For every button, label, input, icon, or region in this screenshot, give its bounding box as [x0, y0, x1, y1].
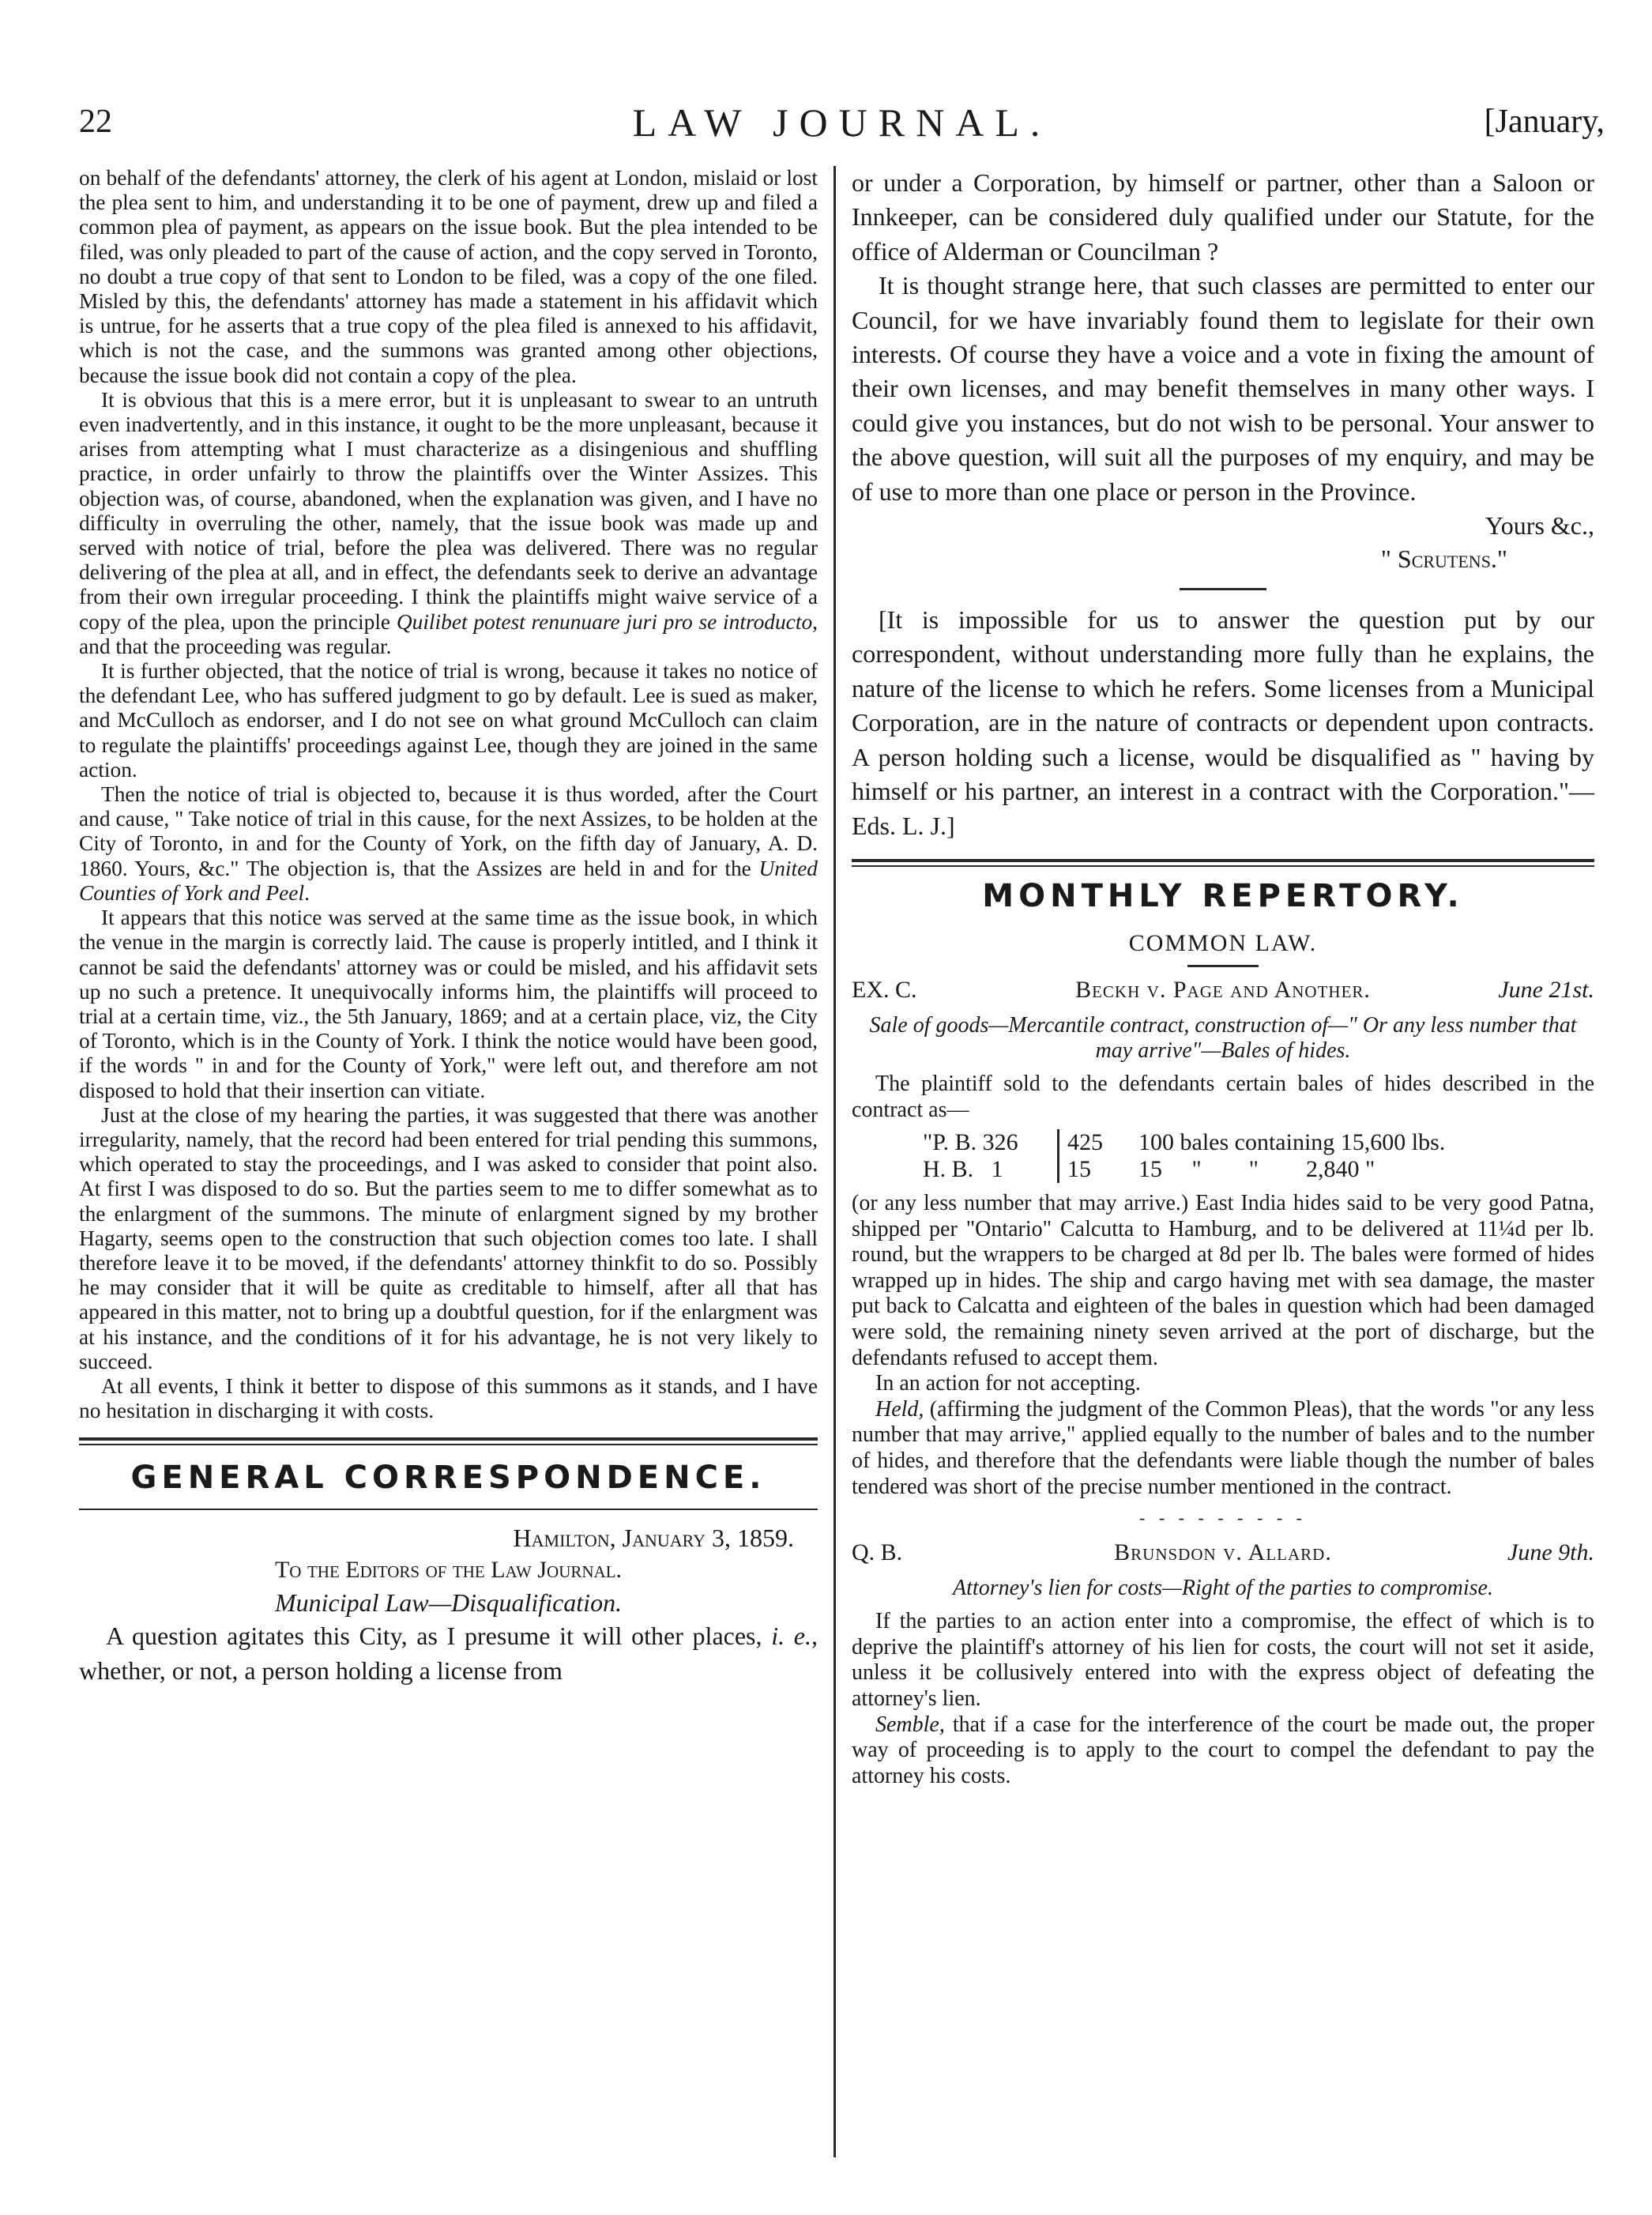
paragraph: At all events, I think it better to dispose of this summons as it stands, and I have no hesitation in discharging it with costs.: [79, 1373, 818, 1423]
table-row: [923, 1156, 1594, 1183]
semble-text: that if a case for the interference of the court be made out, the proper way of proceeding is to apply to the court to compel the defendant to pay the attorney his costs.: [852, 1712, 1594, 1788]
table-cell: 425: [1057, 1129, 1131, 1156]
case-headnote: Attorney's lien for costs—Right of the parties to compromise.: [953, 1576, 1493, 1601]
paragraph: In an action for not accepting.: [875, 1371, 1141, 1396]
section-heading-correspondence: GENERAL CORRESPONDENCE.: [130, 1460, 766, 1497]
semble-label: Semble,: [875, 1712, 945, 1737]
case-title: Brunsdon v. Allard.: [1114, 1539, 1332, 1566]
case-body: [852, 1609, 1594, 1789]
paragraph: The plaintiff sold to the defendants certain bales of hides described in the contract as—: [852, 1071, 1594, 1122]
running-title: LAW JOURNAL.: [632, 100, 1052, 145]
letter-text: [852, 166, 1594, 509]
section-heading-repertory: MONTHLY REPERTORY.: [982, 877, 1464, 914]
paragraph: Just at the close of my hearing the parties, it was suggested that there was another irregularity, namely, that the record had been entered for trial pending this summons, which operated to stay the proceedings, and I was asked to consider that point also. At first I was disposed to do so. But the parties seem to me to differ somewhat as to the enlargment of the summons. The minute of enlargment signed by my brother Hagarty, seems open to the construction that such objection comes too late. I shall therefore leave it to be moved, if the defendants' attorney thinkfit to do so. Possibly he may consider that it will be quite as creditable to himself, after all that has appeared in this matter, not to bring up a doubtful question, for if the enlargment was at his instance, and the conditions of it for his advantage, he is not very likely to succeed.: [79, 1102, 818, 1373]
case-title-line: [852, 1539, 1594, 1571]
subheading-common-law: COMMON LAW.: [1128, 929, 1318, 956]
signoff-line: Yours &c.,: [1485, 511, 1594, 541]
short-rule: [1187, 965, 1259, 967]
case-body: [852, 1072, 1594, 1123]
paragraph: It is thought strange here, that such classes are permitted to enter our Council, for we have invariably found them to legislate for their own interests. Of course they have a voice and a vote in fixing the amount of their own licenses, and may benefit themselves in many other ways. I could give you instances, but do not wish to be personal. Your answer to the above question, will suit all the purposes of my enquiry, and may be of use to more than one place or person in the Province.: [852, 271, 1594, 506]
letter-signoff: [852, 509, 1594, 575]
held-text: (affirming the judgment of the Common Pleas), that the words "or any less number that may arrive," applied equally to the number of bales and to the number of hides, and therefore that the defendants were liable though the number of bales tendered was short of the precise number mentioned in the contract.: [852, 1396, 1594, 1499]
left-column: [79, 166, 818, 1688]
month-label: [January,: [1484, 104, 1605, 140]
paragraph: It appears that this notice was served at the same time as the issue book, in which the venue in the margin is correctly laid. The cause is properly intitled, and I think it cannot be said the defendants' attorney was or could be misled, and his affidavit sets up no such a pretence. It unequivocally informs him, the plaintiffs will proceed to trial at a certain time, viz., the 5th January, 1869; and at a certain place, viz, the City of Toronto, which is in the County of York. I think the notice would have been good, if the words " in and for the County of York," were left out, and therefore am not disposed to hold that their insertion can vitiate.: [79, 906, 818, 1102]
case-body: [852, 1191, 1594, 1500]
table-cell: H. B. 1: [923, 1156, 1003, 1183]
case-separator: - - - - - - - - -: [1139, 1508, 1307, 1528]
case-date: June 9th.: [1507, 1539, 1594, 1566]
paragraph: on behalf of the defendants' attorney, the clerk of his agent at London, mislaid or lost the plea sent to him, and understanding it to be one of payment, drew up and filed a common plea of payment, as appears on the issue book. But the plea intended to be filed, was only pleaded to part of the cause of action, and the copy served in Toronto, no doubt a true copy of that sent to London to be filed, was a copy of the one filed. Misled by this, the defendants' attorney has made a statement in his affidavit which is untrue, for he asserts that a true copy of the plea filed is annexed to his affidavit, which is not the case, and the summons was granted among other objections, because the issue book did not contain a copy of the plea.: [79, 166, 818, 387]
letter-addressee: To the Editors of the Law Journal.: [274, 1557, 623, 1584]
editor-note: [852, 603, 1594, 843]
column-divider: [834, 166, 836, 2157]
right-column: [852, 166, 1594, 1789]
section-rule: [79, 1437, 818, 1445]
case-title-line: [852, 977, 1594, 1008]
paragraph: or under a Corporation, by himself or partner, other than a Saloon or Innkeeper, can be considered duly qualified under our Statute, for the office of Alderman or Councilman ?: [852, 168, 1594, 266]
table-row: [923, 1129, 1594, 1156]
paragraph: If the parties to an action enter into a compromise, the effect of which is to deprive the plaintiff's attorney of his lien for costs, the court will not set it aside, unless it be collusively entered into with the express object of defeating the attorney's lien.: [852, 1609, 1594, 1711]
paragraph: A question agitates this City, as I presume it will other places, i. e., whether, or not, a person holding a license from: [79, 1622, 818, 1685]
short-rule: [1180, 588, 1266, 590]
contract-table: [923, 1129, 1594, 1183]
table-cell: "P. B. 326: [923, 1129, 1018, 1156]
held-label: Held,: [875, 1396, 924, 1422]
section-rule: [852, 859, 1594, 867]
italic-ie: i. e.: [771, 1622, 812, 1651]
case-date: June 21st.: [1498, 976, 1594, 1003]
page-number: 22: [79, 104, 112, 140]
page-header: [79, 95, 1605, 150]
paragraph: [852, 1712, 1594, 1790]
case-court: Q. B.: [852, 1539, 903, 1566]
judgment-text: [79, 166, 818, 1423]
table-cell: 15 " " 2,840 ": [1138, 1156, 1375, 1183]
paragraph: [852, 1397, 1594, 1500]
case-headnote: Sale of goods—Mercantile contract, construction of—" Or any less number that may arrive"—Bales of hides.: [869, 1012, 1577, 1063]
paragraph: [It is impossible for us to answer the question put by our correspondent, without understanding more fully than he explains, the nature of the license to which he refers. Some licenses from a Municipal Corporation, are in the nature of contracts or dependent upon contracts. A person holding such a license, would be disqualified as " having by himself or his partner, an interest in a contract with the Corporation."—Eds. L. J.]: [852, 605, 1594, 840]
italic-counties: United Counties of York and Peel: [79, 856, 818, 905]
table-cell: 100 bales containing 15,600 lbs.: [1138, 1129, 1446, 1156]
signature-line: " Scrutens.": [1380, 544, 1507, 574]
paragraph: It is further objected, that the notice of trial is wrong, because it takes no notice of the defendant Lee, who has suffered judgment to go by default. Lee is sued as maker, and McCulloch as endorser, and I do not see on what ground McCulloch can claim to regulate the plaintiffs' proceedings against Lee, though they are joined in the same action.: [79, 659, 818, 782]
letter-topic: Municipal Law—Disqualification.: [274, 1588, 623, 1618]
paragraph: It is obvious that this is a mere error, but it is unpleasant to swear to an untruth even inadvertently, and in this instance, it ought to be the more unpleasant, because it arises from attempting what I must characterize as a disingenious and shuffling practice, in order unfairly to throw the plaintiffs over the Winter Assizes. This objection was, of course, abandoned, when the explanation was given, and I have no difficulty in overruling the other, namely, that the issue book was made up and served with notice of trial, before the plea was delivered. There was no regular delivering of the plea at all, and in effect, the defendants seek to derive an advantage from their own irregular proceeding. I think the plaintiffs might waive service of a copy of the plea, upon the principle Quilibet potest renunuare juri pro se introducto, and that the proceeding was regular.: [79, 387, 818, 658]
letter-place-date: Hamilton, January 3, 1859.: [513, 1524, 794, 1553]
letter-opening: [79, 1619, 818, 1688]
table-cell: 15: [1057, 1156, 1131, 1183]
paragraph: (or any less number that may arrive.) East India hides said to be very good Patna, shipped per "Ontario" Calcutta to Hamburg, and to be delivered at 11¼d per lb. round, but the wrappers to be charged at 8d per lb. The bales were formed of hides wrapped up in hides. The ship and cargo having met with sea damage, the master put back to Calcatta and eighteen of the bales in question which had been damaged were sold, the remaining ninety seven arrived at the port of discharge, but the defendants refused to accept them.: [852, 1191, 1594, 1370]
latin-phrase: Quilibet potest renunuare juri pro se introducto: [396, 609, 813, 634]
case-title: Beckh v. Page and Another.: [1075, 976, 1371, 1003]
paragraph: Then the notice of trial is objected to, because it is thus worded, after the Court and cause, " Take notice of trial in this cause, for the next Assizes, to be holden at the City of Toronto, in and for the County of York, on the fifth day of January, A. D. 1860. Yours, &c." The objection is, that the Assizes are held in and for the United Counties of York and Peel.: [79, 782, 818, 905]
case-court: EX. C.: [852, 976, 917, 1003]
